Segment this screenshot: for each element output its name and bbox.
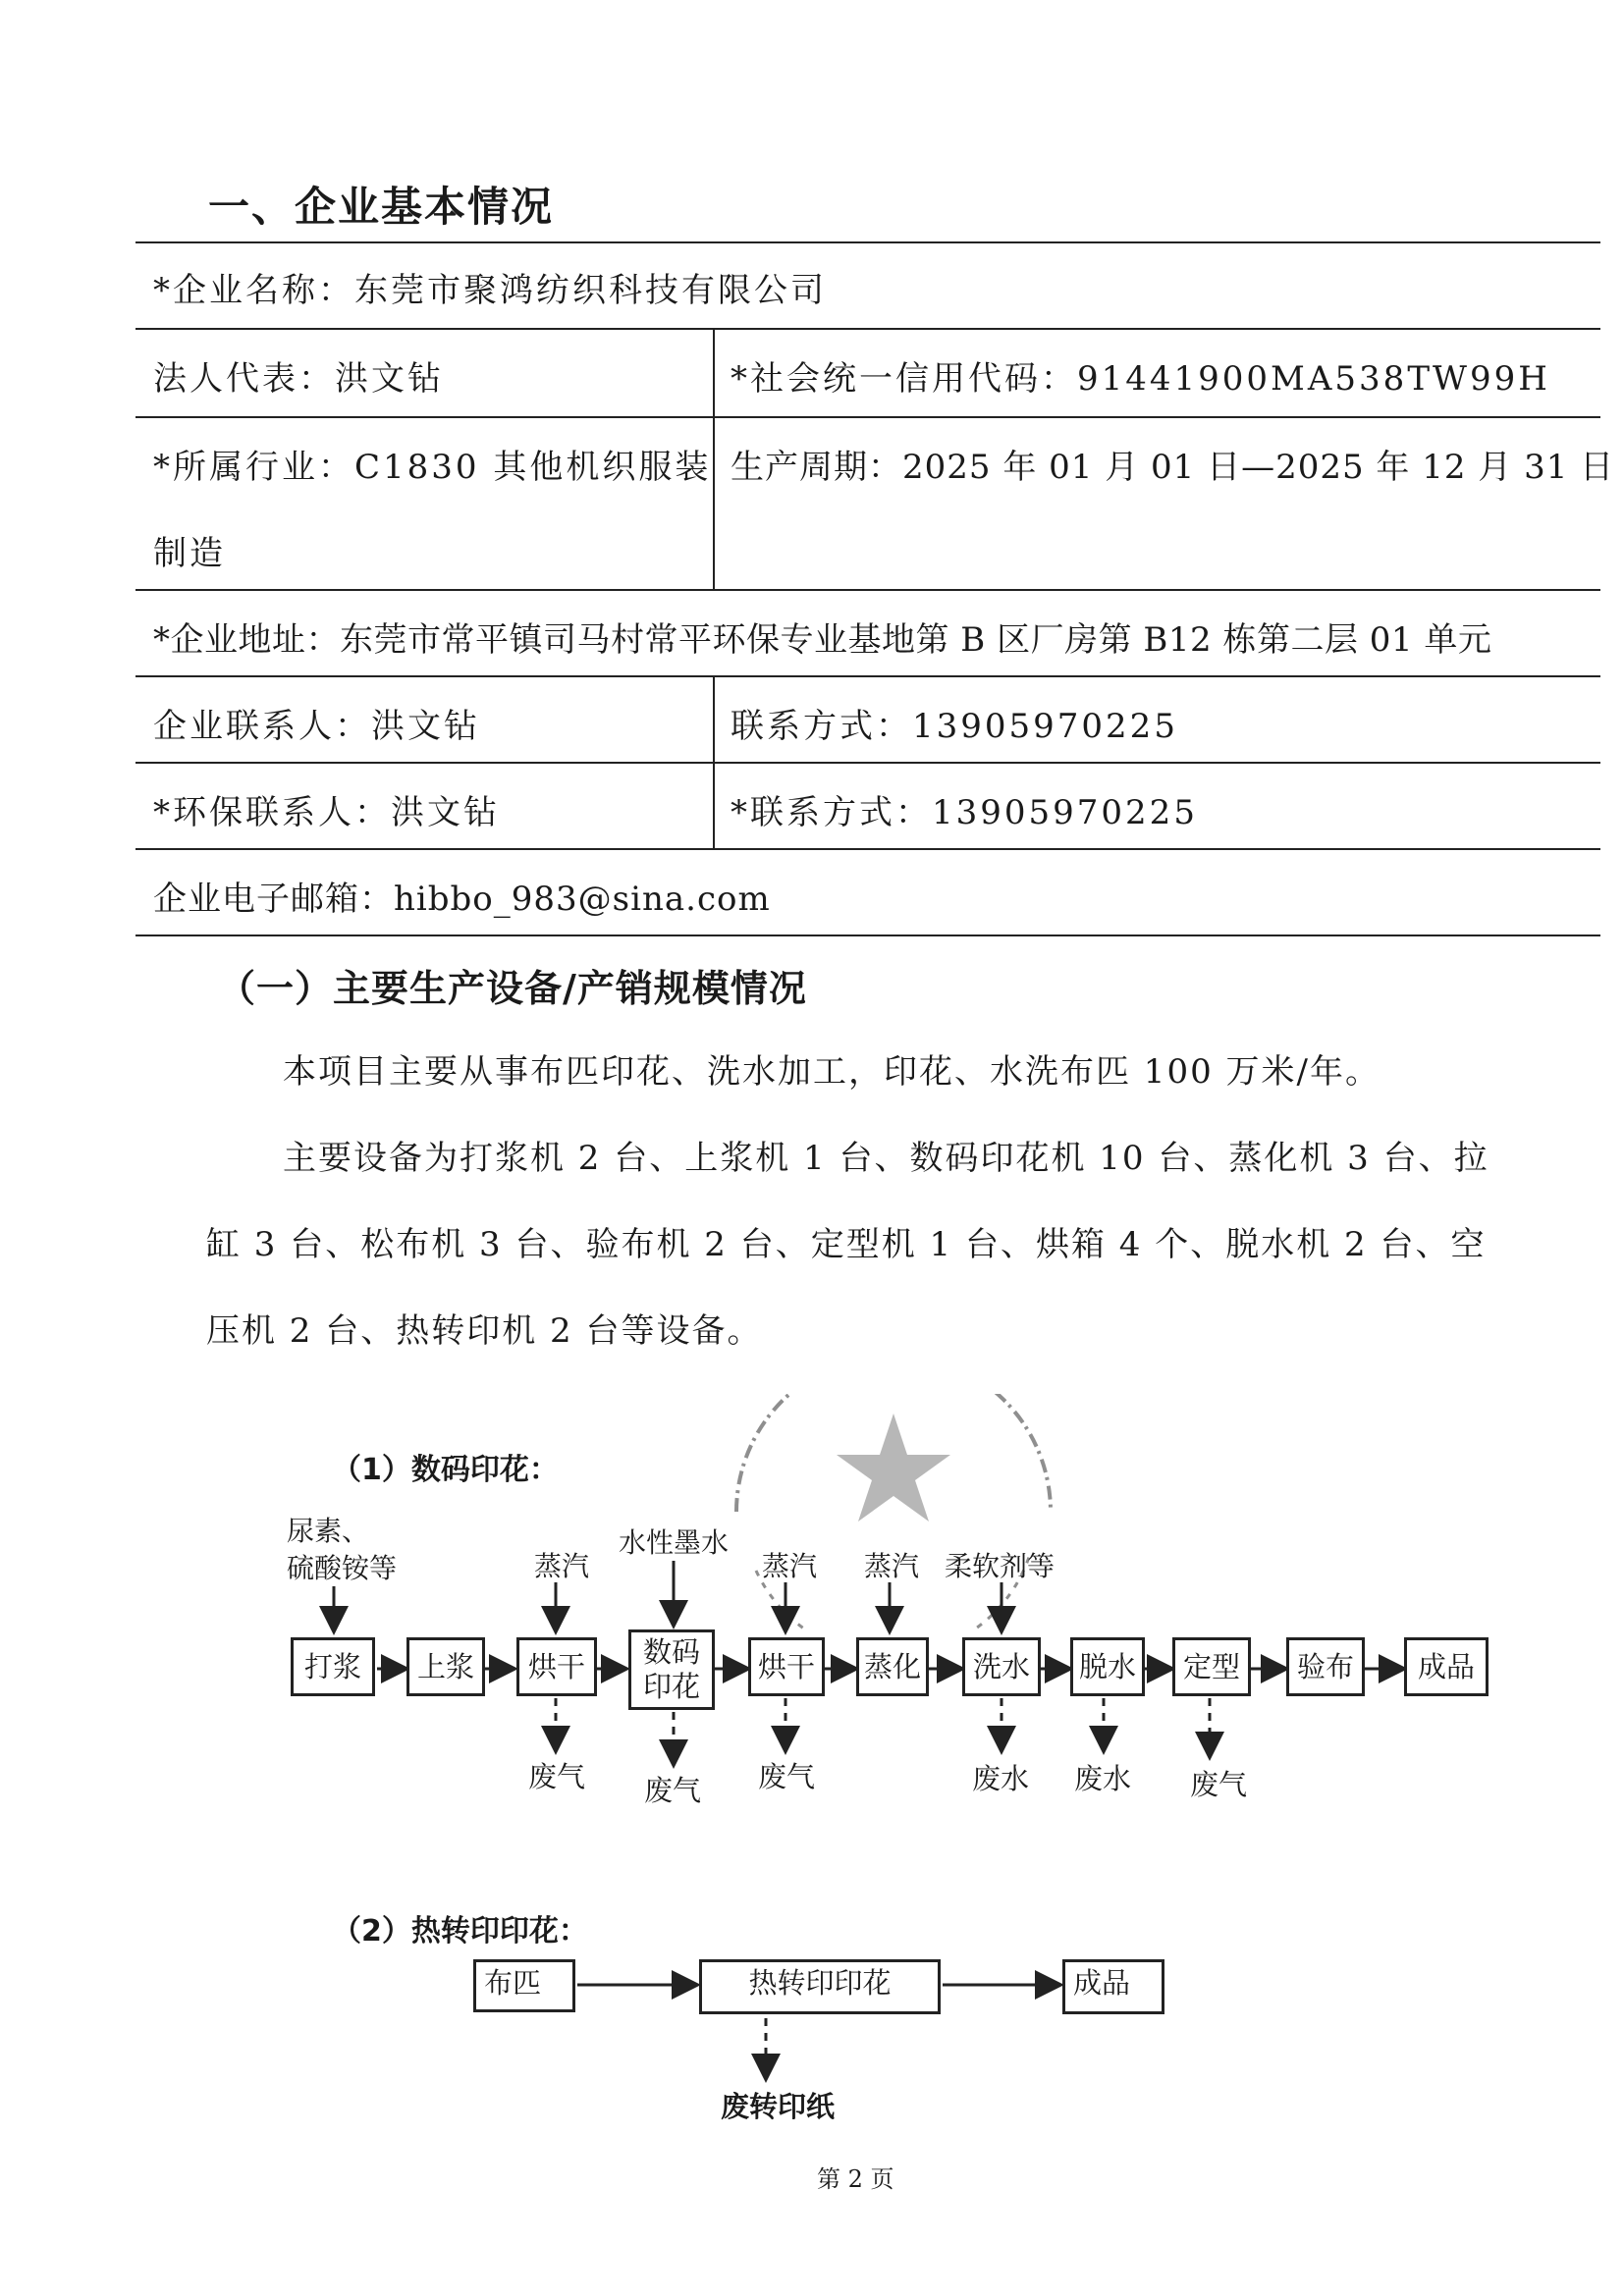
step2-heat-transfer: 热转印印花 <box>699 1959 941 2014</box>
step-sizing: 上浆 <box>406 1637 485 1696</box>
table-border-row2 <box>135 416 1600 418</box>
output-waste-transfer-paper: 废转印纸 <box>721 2090 836 2123</box>
step-digital-printing-line1: 数码 <box>642 1635 700 1670</box>
company-address: *企业地址：东莞市常平镇司马村常平环保专业基地第 B 区厂房第 B12 栋第二层 01 单元 <box>153 620 1492 660</box>
table-divider-a <box>713 328 715 589</box>
input-softener: 柔软剂等 <box>945 1550 1056 1582</box>
table-border-row6 <box>135 848 1600 850</box>
step-dewatering: 脱水 <box>1070 1637 1145 1696</box>
flow2-title: （2）热转印印花： <box>332 1914 588 1949</box>
step2-fabric: 布匹 <box>473 1959 575 2012</box>
input-steam-3: 蒸汽 <box>864 1550 920 1582</box>
step-digital-printing <box>628 1629 715 1710</box>
output-exhaust-2: 废气 <box>644 1774 702 1807</box>
output-wastewater-1: 废水 <box>972 1762 1030 1795</box>
output-exhaust-3: 废气 <box>758 1760 816 1793</box>
company-contact: 企业联系人：洪文钻 <box>153 707 480 746</box>
input-urea-line2: 硫酸铵等 <box>287 1552 398 1584</box>
input-steam-2: 蒸汽 <box>762 1550 818 1582</box>
legal-representative: 法人代表：洪文钻 <box>153 359 444 399</box>
input-urea-line1: 尿素、 <box>287 1515 370 1547</box>
table-border-row3 <box>135 589 1600 591</box>
step-digital-printing-line2: 印花 <box>642 1670 700 1703</box>
production-period: 生产周期：2025 年 01 月 01 日—2025 年 12 月 31 日 <box>731 448 1615 487</box>
company-name: *企业名称：东莞市聚鸿纺织科技有限公司 <box>153 271 827 310</box>
step-setting: 定型 <box>1172 1637 1251 1696</box>
step-inspection: 验布 <box>1286 1637 1365 1696</box>
step-drying-2: 烘干 <box>748 1637 825 1696</box>
company-seal <box>727 1394 1060 1629</box>
subsection-title: （一）主要生产设备/产销规模情况 <box>218 967 807 1010</box>
output-wastewater-2: 废水 <box>1074 1762 1132 1795</box>
company-email: 企业电子邮箱：hibbo_983@sina.com <box>153 880 771 919</box>
table-border-row1 <box>135 328 1600 330</box>
env-contact-phone: *联系方式：13905970225 <box>731 793 1198 832</box>
industry-line1: *所属行业：C1830 其他机织服装 <box>153 448 712 487</box>
contact-phone: 联系方式：13905970225 <box>731 707 1178 746</box>
table-divider-b <box>713 675 715 848</box>
env-contact: *环保联系人：洪文钻 <box>153 793 500 832</box>
step-steaming: 蒸化 <box>856 1637 929 1696</box>
paragraph-2-line3: 压机 2 台、热转印机 2 台等设备。 <box>206 1311 763 1351</box>
table-border-row4 <box>135 675 1600 677</box>
paragraph-1: 本项目主要从事布匹印花、洗水加工，印花、水洗布匹 100 万米/年。 <box>283 1052 1380 1092</box>
step-beating: 打浆 <box>291 1637 375 1696</box>
table-border-row5 <box>135 762 1600 764</box>
output-exhaust-4: 废气 <box>1190 1768 1248 1801</box>
paragraph-2-line2: 缸 3 台、松布机 3 台、验布机 2 台、定型机 1 台、烘箱 4 个、脱水机 2 台、空 <box>206 1225 1487 1264</box>
table-border-bottom <box>135 934 1600 936</box>
table-border-top <box>135 241 1600 243</box>
section-title: 一、企业基本情况 <box>208 183 555 231</box>
input-ink: 水性墨水 <box>619 1526 730 1559</box>
page-number: 第 2 页 <box>817 2165 894 2193</box>
paragraph-2-line1: 主要设备为打浆机 2 台、上浆机 1 台、数码印花机 10 台、蒸化机 3 台、拉 <box>283 1139 1489 1178</box>
input-steam-1: 蒸汽 <box>534 1550 590 1582</box>
step-finished-product: 成品 <box>1404 1637 1489 1696</box>
credit-code: *社会统一信用代码：91441900MA538TW99H <box>731 359 1550 399</box>
step-washing: 洗水 <box>962 1637 1041 1696</box>
industry-line2: 制造 <box>153 534 226 573</box>
output-exhaust-1: 废气 <box>528 1760 586 1793</box>
step2-finished-product: 成品 <box>1062 1959 1164 2014</box>
flow1-title: （1）数码印花： <box>332 1453 559 1487</box>
step-drying-1: 烘干 <box>516 1637 597 1696</box>
